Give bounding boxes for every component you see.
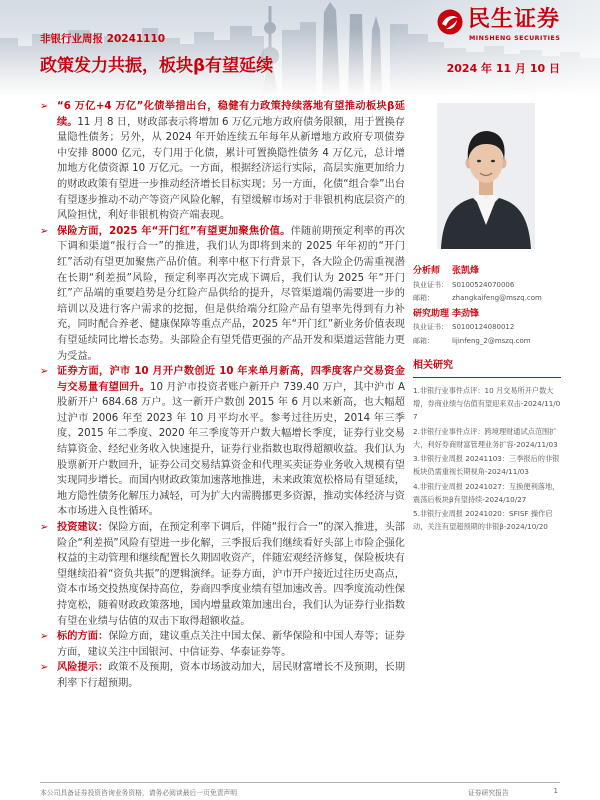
related-item: 4.非银行业周报 20241027：互换便利落地，震荡后板块β有望持续-2024/10/27 [413,481,560,504]
minsheng-logo-icon [436,8,464,36]
point-text: 11 月 8 日，财政部表示将增加 6 万亿元地方政府债务限额，用于置换存量隐性债务；另外，从 2024 年开始连续五年每年从新增地方政府专项债券中安排 8000 亿元，专门用于化债，累计可置换隐性债务 4 万亿元，总计增加地方化债资源 10 万亿元。一方面，根据经济运行实际，高层实施更加给力的财政政策有望进一步推动经济增长目标实现；另一方面，化债“组合拳”出台有望逐步推动不动产等资产风险化解，有望缓解市场对于非银机构底层资产的风险担忧，利好非银机构资产端表现。 [57,116,405,222]
summary-point [38,364,405,520]
related-item: 3.非银行业周报 20241103：三季报后的非银板块仍需重视长期视角-2024/11/03 [413,454,560,476]
arrow-bullet-icon [40,224,48,240]
point-text: 政策不及预期，资本市场波动加大，居民财富增长不及预期，长期利率下行超预期。 [57,662,406,689]
point-lead: “6 万亿+4 万亿”化债举措出台，稳健有力政策持续落地有望推动板块β延续。 [57,101,405,128]
assistant-cert-row [413,321,563,335]
company-logo [436,5,586,45]
footer-doc-type: 证券研究报告 [468,789,509,797]
analyst-cert-row [413,279,563,293]
analyst-header [413,264,563,279]
cert-label: 执业证书： [413,323,448,331]
point-text: 10 月沪市投资者账户新开户 739.40 万户，其中沪市 A 股新开户 684.68 万户。这一新开户数创 2015 年 6 月以来新高，也大幅超过沪市 2006 年至 2023 年 10 月平均水平。参考过往历史，2014 年三季度、2015 年二季度、2020 年三季度等开户数大幅增长季度，证券行业交易结算资金、经纪业务收入快速提升，证券行业指数也取得超额收益。我们认为股票新开户数回升，证券公司交易结算资金和代理买卖证券业务收入规模有望实现同步增长。而国内财政政策加速落地推进，未来政策宽松格局有望延续，地方隐性债务化解压力减轻，可为扩大内需腾挪更多资源，推动实体经济与资本市场进入良性循环。 [57,381,406,518]
arrow-bullet-icon [40,660,48,676]
point-lead: 投资建议： [57,522,109,534]
footer-divider [40,782,560,783]
assistant-name: 李劲锋 [452,308,480,319]
summary-point [38,99,405,224]
assistant-email-row [413,335,563,349]
analyst-email-row [413,292,563,306]
cert-number: S0100124080012 [452,323,515,331]
logo-wordmark-en: MINSHENG SECURITIES [469,35,561,42]
report-title: 政策发力共振，板块β有望延续 [40,56,274,76]
summary-point [38,224,405,364]
summary-point [38,520,405,629]
related-research-title: 相关研究 [413,359,561,378]
assistant-header [413,307,563,322]
report-date: 2024 年 11 月 10 日 [446,62,560,75]
point-lead: 证券方面，沪市 10 月开户数创近 10 年来单月新高，四季度客户交易资金与交易量有望回升。 [57,366,405,393]
logo-wordmark-cn: 民生证券 [468,7,561,32]
arrow-bullet-icon [40,520,48,536]
cert-label: 执业证书： [413,280,448,289]
report-type: 非银行业周报 20241110 [40,33,166,45]
email-address: zhangkaifeng@mszq.com [452,294,542,302]
related-research [413,359,561,535]
arrow-bullet-icon [40,99,48,115]
page-number: 1 [553,787,558,795]
analyst-photo [437,103,535,249]
analyst-info [413,264,563,348]
email-label: 邮箱： [413,336,434,345]
related-research-list [413,384,561,533]
related-item: 2.非银行业事件点评：跨境理财通试点范围扩大，利好券商财富管理业务扩容-2024/11/03 [413,426,558,449]
related-item: 1.非银行业事件点评：10 月交易所开户数大增，券商业绩与估值有望迎来双击-2024/11/07 [413,386,561,421]
summary-point [38,629,405,660]
point-lead: 标的方面： [57,631,109,643]
arrow-bullet-icon [40,364,48,380]
email-address: lijinfeng_2@mszq.com [452,336,531,345]
arrow-bullet-icon [40,629,48,645]
cert-number: S0100524070006 [452,280,515,289]
point-text: 保险方面，建议重点关注中国太保、新华保险和中国人寿等；证券方面，建议关注中国银河、中信证券、华泰证券等。 [57,631,406,658]
point-text: 保险方面，在预定利率下调后，伴随“报行合一”的深入推进，头部险企“利差损”风险有望进一步化解，三季报后我们继续看好头部上市险企强化权益的主动管理和继续配置长久期固收资产，伴随宏观经济修复，保险板块有望继续沿着“资负共振”的逻辑演绎。证券方面，沪市开户接近过往历史高点，资本市场交投热度保持高位，券商四季度业绩有望加速改善。四季度流动性保持宽松，随着财政政策落地，国内增量政策加速出台，我们认为证券行业指数有望在业绩与估值的双击下取得超额收益。 [57,522,405,627]
assistant-role: 研究助理 [413,308,450,319]
point-lead: 风险提示： [57,662,109,674]
email-label: 邮箱： [413,294,434,302]
point-text: 伴随前期预定利率的再次下调和渠道“报行合一”的推进，我们认为即将到来的 2025 年年初的“开门红”活动有望更加聚焦产品价值。利率中枢下行背景下，各大险企仍需重视潜在长期“利差损”风险，预定利率再次完成下调后，我们认为 2025 年“开门红”产品端的重要趋势是分红险产品供给的提升，尽管渠道端仍需要进一步的培训以及进行客户需求的挖掘，但是供给端分红险产品有望率先得到有力补充，同时配合养老、健康保障等重点产品，2025 年“开门红”新业务价值表现有望延续同比增长态势。头部险企有望凭借更强的产品开发和渠道运营能力更为受益。 [57,225,405,362]
related-item: 5.非银行业周报 20241020：SFISF 操作启动，关注有望超预期的非银β-2024/10/20 [413,509,553,531]
summary-column [38,99,405,692]
footer-disclaimer: 本公司具备证券投资咨询业务资格，请务必阅读最后一页免责声明 [40,789,238,797]
summary-point [38,660,405,691]
point-lead: 保险方面，2025 年“开门红”有望更加聚焦价值。 [57,225,291,237]
analyst-role: 分析师 [413,266,441,276]
analyst-name: 张凯烽 [452,266,480,276]
